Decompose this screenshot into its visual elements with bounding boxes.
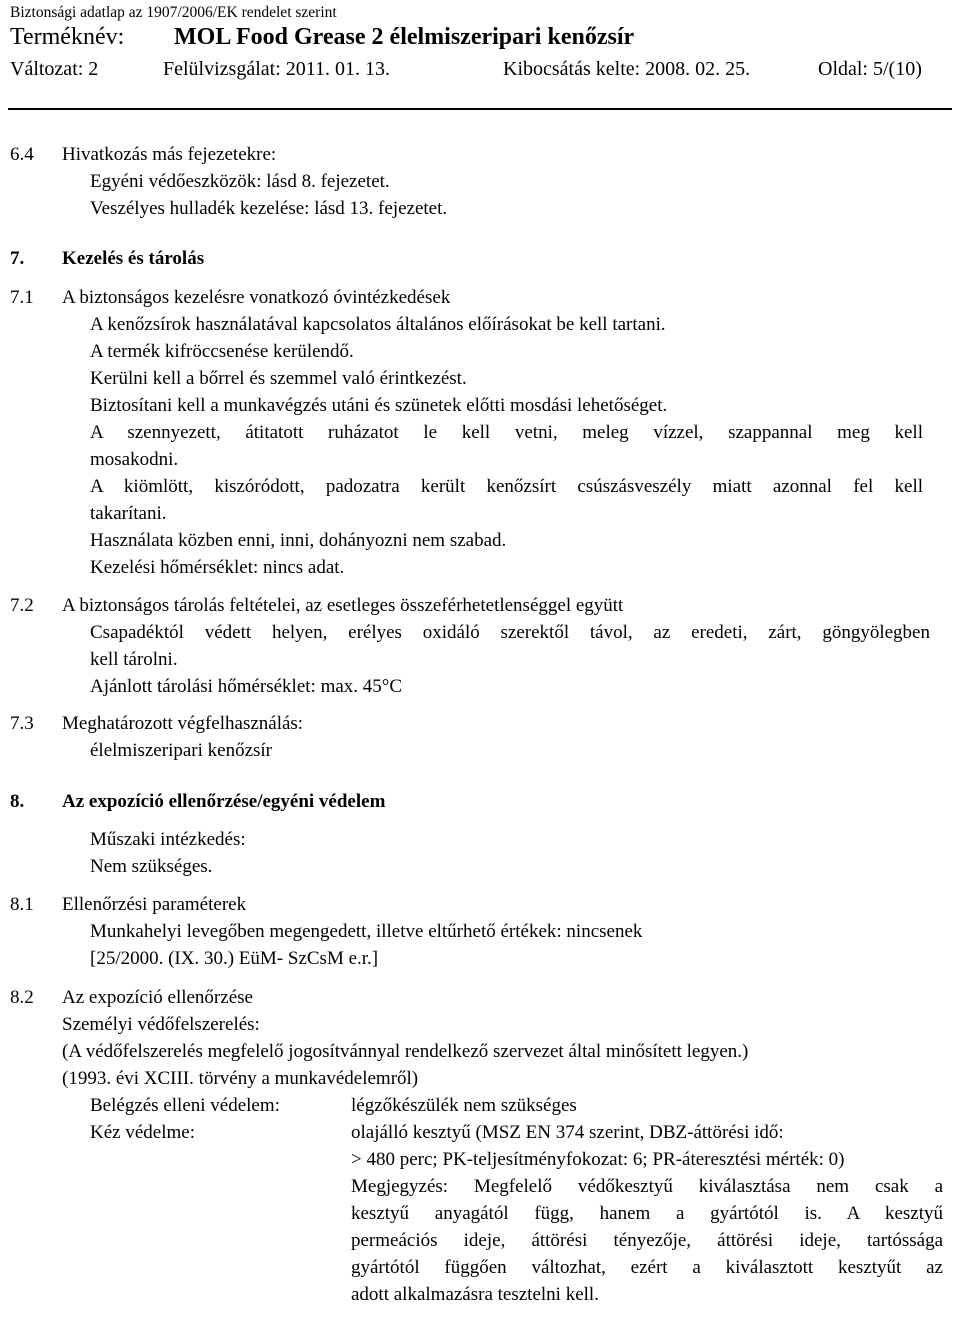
section-title-7-3: Meghatározott végfelhasználás: (62, 713, 304, 734)
text-line: Munkahelyi levegőben megengedett, illetve eltűrhető értékek: nincsenek (90, 921, 643, 942)
header-divider (8, 108, 952, 110)
hand-protection-line: permeációs ideje, áttörési tényezője, áttörési ideje, tartóssága (351, 1230, 943, 1251)
section-title-8-1: Ellenőrzési paraméterek (62, 894, 247, 915)
text-line: Kezelési hőmérséklet: nincs adat. (90, 557, 345, 578)
sds-regulation-title: Biztonsági adatlap az 1907/2006/EK rendelet szerint (10, 4, 337, 21)
text-line: Személyi védőfelszerelés: (62, 1014, 260, 1035)
text-line: kell tárolni. (90, 649, 178, 670)
text-line: A kenőzsírok használatával kapcsolatos általános előírásokat be kell tartani. (90, 314, 666, 335)
hand-protection-line: > 480 perc; PK-teljesítményfokozat: 6; PR-áteresztési mérték: 0) (351, 1149, 845, 1170)
section-title-7: Kezelés és tárolás (62, 248, 205, 269)
text-line: A szennyezett, átitatott ruházatot le kell vetni, meleg vízzel, szappannal meg kell (90, 422, 923, 443)
text-line: élelmiszeripari kenőzsír (90, 740, 273, 761)
section-number-7-2: 7.2 (10, 595, 34, 616)
document-meta (10, 56, 950, 82)
text-line: A termék kifröccsenése kerülendő. (90, 341, 354, 362)
respiratory-protection-label: Belégzés elleni védelem: (90, 1095, 280, 1116)
revision-text: Felülvizsgálat: 2011. 01. 13. (163, 58, 391, 80)
text-line: mosakodni. (90, 449, 179, 470)
product-name: MOL Food Grease 2 élelmiszeripari kenőzsír (174, 24, 635, 50)
issue-date-text: Kibocsátás kelte: 2008. 02. 25. (503, 58, 751, 80)
section-number-7-1: 7.1 (10, 287, 34, 308)
text-line: Egyéni védőeszközök: lásd 8. fejezetet. (90, 171, 390, 192)
hand-protection-line: adott alkalmazásra tesztelni kell. (351, 1284, 599, 1305)
version-text: Változat: 2 (10, 58, 99, 80)
text-line: A kiömlött, kiszóródott, padozatra került kenőzsírt csúszásveszély miatt azonnal fel kell (90, 476, 923, 497)
document-header (10, 4, 950, 82)
technical-measures-label: Műszaki intézkedés: (90, 829, 246, 850)
section-number-7: 7. (10, 248, 25, 269)
section-title-8: Az expozíció ellenőrzése/egyéni védelem (62, 791, 386, 812)
product-line (10, 22, 950, 52)
section-title-7-1: A biztonságos kezelésre vonatkozó óvintézkedések (62, 287, 451, 308)
text-line: (1993. évi XCIII. törvény a munkavédelemről) (62, 1068, 419, 1089)
section-number-8: 8. (10, 791, 25, 812)
page-number: Oldal: 5/(10) (818, 58, 922, 80)
text-line: takarítani. (90, 503, 167, 524)
text-line: Veszélyes hulladék kezelése: lásd 13. fejezetet. (90, 198, 448, 219)
section-title-7-2: A biztonságos tárolás feltételei, az esetleges összeférhetetlenséggel együtt (62, 595, 624, 616)
section-number-6-4: 6.4 (10, 144, 34, 165)
section-title-6-4: Hivatkozás más fejezetekre: (62, 144, 277, 165)
text-line: Biztosítani kell a munkavégzés utáni és szünetek előtti mosdási lehetőséget. (90, 395, 668, 416)
hand-protection-line: gyártótól függően változhat, ezért a kiválasztott kesztyűt az (351, 1257, 943, 1278)
section-title-8-2: Az expozíció ellenőrzése (62, 987, 253, 1008)
hand-protection-line: Megjegyzés: Megfelelő védőkesztyű kiválasztása nem csak a (351, 1176, 943, 1197)
technical-measures-value: Nem szükséges. (90, 856, 213, 877)
text-line: Ajánlott tárolási hőmérséklet: max. 45°C (90, 676, 403, 697)
text-line: Kerülni kell a bőrrel és szemmel való érintkezést. (90, 368, 467, 389)
text-line: (A védőfelszerelés megfelelő jogosítvánnyal rendelkező szervezet által minősített legyen.) (62, 1041, 749, 1062)
respiratory-protection-value: légzőkészülék nem szükséges (351, 1095, 577, 1116)
hand-protection-line: kesztyű anyagától függ, hanem a gyártótól is. A kesztyű (351, 1203, 943, 1224)
section-number-8-2: 8.2 (10, 987, 34, 1008)
text-line: Csapadéktól védett helyen, erélyes oxidáló szerektől távol, az eredeti, zárt, göngyölegben (90, 622, 930, 643)
text-line: [25/2000. (IX. 30.) EüM- SzCsM e.r.] (90, 948, 379, 969)
hand-protection-line: olajálló kesztyű (MSZ EN 374 szerint, DBZ-áttörési idő: (351, 1122, 784, 1143)
section-number-8-1: 8.1 (10, 894, 34, 915)
product-label: Terméknév: (10, 24, 125, 50)
section-number-7-3: 7.3 (10, 713, 34, 734)
text-line: Használata közben enni, inni, dohányozni nem szabad. (90, 530, 507, 551)
hand-protection-label: Kéz védelme: (90, 1122, 195, 1143)
